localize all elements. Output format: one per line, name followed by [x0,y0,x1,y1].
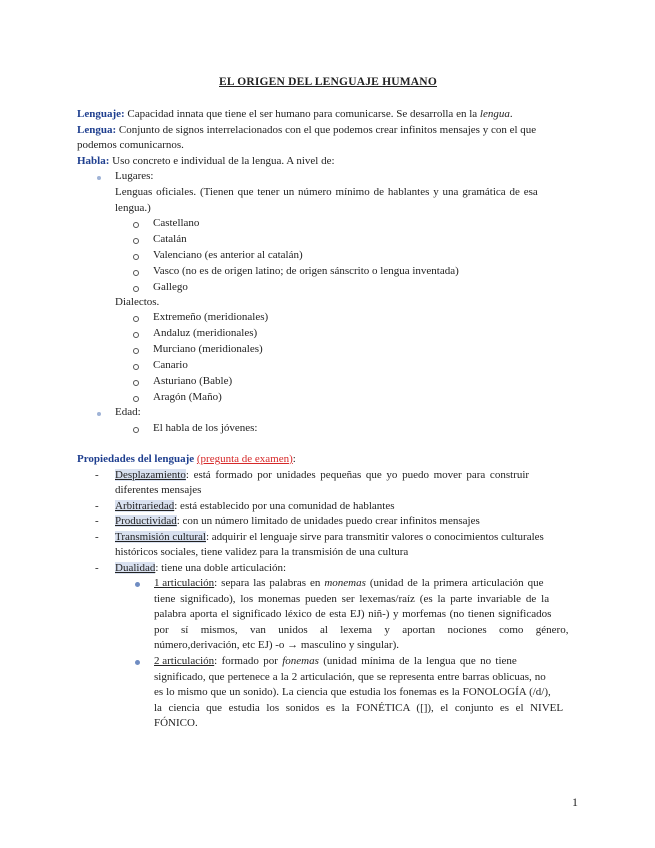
term-arbitrariedad: Arbitrariedad [115,500,175,512]
lengua-item: Castellano [153,217,200,229]
prop-desplazamiento: Desplazamiento: está formado por unidades pequeñas que yo puedo mover para construir [115,469,530,481]
bullet-dot-icon [135,582,140,587]
art2-line3: es lo mismo que un sonido). La ciencia que estudia los fonemas es la FONOLOGÍA (/d/), [154,686,551,698]
term-habla: Habla: [77,155,110,167]
term-productividad: Productividad [115,515,177,527]
art1-label: 1 articulación [154,577,215,589]
circle-bullet-icon [133,222,139,228]
dialecto-item: Asturiano (Bable) [153,375,233,387]
term-lenguaje: Lenguaje: [77,108,125,120]
circle-bullet-icon [133,364,139,370]
def-lenguaje: Lenguaje: Capacidad innata que tiene el ser humano para comunicarse. Se desarrolla en la lengua. [77,108,513,120]
art2-line4: la ciencia que estudia los sonidos es la FONÉTICA ([]), el conjunto es el NIVEL [154,702,564,714]
circle-bullet-icon [133,254,139,260]
dialecto-item: Canario [153,359,188,371]
circle-bullet-icon [133,286,139,292]
lengua-item: Valenciano (es anterior al catalán) [153,249,303,261]
term-dualidad: Dualidad [115,562,156,574]
term-lengua: Lengua: [77,124,117,136]
dash-marker: - [95,531,99,543]
edad-item: El habla de los jóvenes: [153,422,258,434]
dialectos-label: Dialectos. [115,296,160,308]
term-transmision: Transmisión cultural [115,531,206,543]
prop-arbitrariedad: Arbitrariedad: está establecido por una comunidad de hablantes [115,500,395,512]
term-desplazamiento: Desplazamiento [115,469,186,481]
dialecto-item: Extremeño (meridionales) [153,311,269,323]
prop-desplazamiento-cont: diferentes mensajes [115,484,202,496]
circle-bullet-icon [133,348,139,354]
propiedades-heading: Propiedades del lenguaje (pregunta de examen): [77,453,296,465]
lengua-item: Catalán [153,233,187,245]
art1-line4: por sí mismos, van unidos al lexema y aportan nociones como género, [154,624,569,636]
art1-line3: palabra aporta el significado léxico de esta EJ) niñ-) y morfemas (no tienen significados [154,608,552,620]
dialecto-item: Andaluz (meridionales) [153,327,258,339]
def-lengua: Lengua: Conjunto de signos interrelacionados con el que podemos crear infinitos mensajes y con el que [77,124,537,136]
bullet-dot-icon [135,660,140,665]
circle-bullet-icon [133,396,139,402]
prop-dualidad: Dualidad: tiene una doble articulación: [115,562,287,574]
lengua-item: Vasco (no es de origen latino; de origen sánscrito o lengua inventada) [153,265,459,277]
def-habla: Habla: Uso concreto e individual de la lengua. A nivel de: [77,155,335,167]
lenguas-oficiales-cont: lengua.) [115,202,151,214]
def-lengua-cont: podemos comunicarnos. [77,139,184,151]
dialecto-item: Aragón (Maño) [153,391,222,403]
prop-transmision-cont: históricos sociales, tiene validez para la transmisión de una cultura [115,546,409,558]
dash-marker: - [95,562,99,574]
circle-bullet-icon [133,380,139,386]
art1-line2: tiene significado), los monemas pueden ser lexemas/raíz (es la parte invariable de la [154,593,550,605]
bullet-dot-icon [97,176,101,180]
circle-bullet-icon [133,427,139,433]
circle-bullet-icon [133,238,139,244]
bullet-dot-icon [97,412,101,416]
circle-bullet-icon [133,316,139,322]
page-number: 1 [572,795,578,809]
prop-productividad: Productividad: con un número limitado de unidades puedo crear infinitos mensajes [115,515,480,527]
circle-bullet-icon [133,332,139,338]
art2-line2: significado, que pertenece a la 2 articulación, que se representa entre barras oblicuas, no [154,671,546,683]
edad-label: Edad: [115,406,141,418]
dialecto-item: Murciano (meridionales) [153,343,263,355]
lugares-label: Lugares: [115,170,154,182]
lenguas-oficiales: Lenguas oficiales. (Tienen que tener un número mínimo de hablantes y una gramática de esa [115,186,538,198]
document-title: EL ORIGEN DEL LENGUAJE HUMANO [219,76,437,88]
circle-bullet-icon [133,270,139,276]
lengua-item: Gallego [153,281,188,293]
art1-line1: 1 articulación: separa las palabras en monemas (unidad de la primera articulación que [154,577,544,589]
art2-line1: 2 articulación: formado por fonemas (unidad mínima de la lengua que no tiene [154,655,517,667]
dash-marker: - [95,515,99,527]
dash-marker: - [95,500,99,512]
exam-note: (pregunta de examen) [196,453,293,465]
art2-label: 2 articulación [154,655,215,667]
prop-transmision: Transmisión cultural: adquirir el lenguaje sirve para transmitir valores o conocimientos culturales [115,531,544,543]
dash-marker: - [95,469,99,481]
art2-line5: FÓNICO. [154,717,198,729]
art1-line5: número,derivación, etc EJ) -o → masculino y singular). [154,639,399,651]
